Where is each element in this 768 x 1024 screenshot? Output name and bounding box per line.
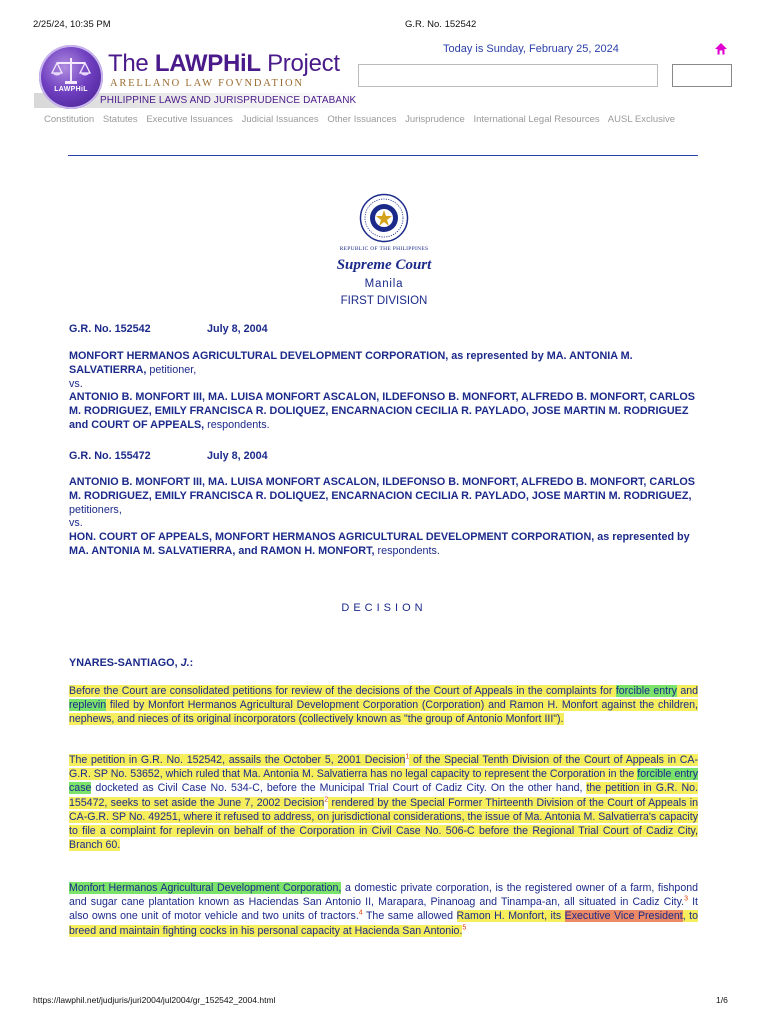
- nav-other-issuances[interactable]: Other Issuances: [327, 114, 397, 125]
- nav-judicial-issuances[interactable]: Judicial Issuances: [241, 114, 319, 125]
- logo-text: LAWPHiL: [54, 86, 88, 93]
- nav-jurisprudence[interactable]: Jurisprudence: [405, 114, 465, 125]
- case2-parties: ANTONIO B. MONFORT III, MA. LUISA MONFORT ASCALON, ILDEFONSO B. MONFORT, ALFREDO B. MONFORT, CARLOS M. RODRIGUEZ, EMILY FRANCISCA R. DOLIQUEZ, ENCARNACION CECILIA R. PAYLADO, JOSE MARTIN M. RODRIGUEZ, petitioners, vs. HON. COURT OF APPEALS, MONFORT HERMANOS AGRICULTURAL DEVELOPMENT CORPORATION, as represented by MA. ANTONIA M. SALVATIERRA, and RAMON H. MONFORT, respondents.: [69, 476, 695, 557]
- print-datetime: 2/25/24, 10:35 PM: [33, 19, 111, 30]
- court-division: FIRST DIVISION: [340, 295, 428, 307]
- print-page-number: 1/6: [716, 995, 728, 1005]
- search-button[interactable]: [672, 64, 732, 87]
- paragraph-2: The petition in G.R. No. 152542, assails the October 5, 2001 Decision$^1$ of the Special Tenth Division of the Court of Appeals in CA-G.R. SP No. 53652, which ruled that Ma. Antonia M. Salvatierra has no legal capacity to represent the Corporation in the forcible entry case docketed as Civil Case No. 534-C, before the Municipal Trial Court of Cadiz City. On the other hand, the petition in G.R. No. 155472, seeks to set aside the June 7, 2002 Decision$^2$ rendered by the Special Former Thirteenth Division of the Court of Appeals in CA-G.R. SP No. 49251, where it refused to address, on jurisdictional considerations, the issue of Ma. Antonia M. Salvatierra's capacity to file a complaint for replevin on behalf of the Corporation in Civil Case No. 506-C before the Regional Trial Court of Cadiz City, Branch 60.: [69, 753, 698, 852]
- highlight-executive-vice-president: Executive Vice President: [564, 910, 683, 923]
- case2-respondent: HON. COURT OF APPEALS, MONFORT HERMANOS AGRICULTURAL DEVELOPMENT CORPORATION, as represented by MA. ANTONIA M. SALVATIERRA, and RAMON H. MONFORT,: [69, 531, 690, 557]
- case2-date: July 8, 2004: [207, 450, 268, 462]
- paragraph-1: Before the Court are consolidated petitions for review of the decisions of the Court of Appeals in the complaints for forcible entry and replevin filed by Monfort Hermanos Agricultural Development Corporation (Corporation) and Ramon H. Monfort against the children, nephews, and nieces of its original incorporators (collectively known as "the group of Antonio Monfort III").: [69, 685, 698, 726]
- footnote-5-link[interactable]: 5: [462, 924, 467, 932]
- footnote-1-link[interactable]: 1: [405, 753, 410, 761]
- nav-ausl-exclusive[interactable]: AUSL Exclusive: [607, 114, 676, 125]
- ponente: YNARES-SANTIAGO, J.:: [69, 657, 194, 669]
- nav-constitution[interactable]: Constitution: [44, 114, 95, 125]
- header-divider: [68, 155, 698, 156]
- court-city: Manila: [364, 278, 404, 290]
- decision-heading: DECISION: [341, 602, 427, 614]
- case1-petitioner: MONFORT HERMANOS AGRICULTURAL DEVELOPMENT CORPORATION, as represented by MA. ANTONIA M. SALVATIERRA,: [69, 350, 633, 376]
- footnote-3-link[interactable]: 3: [684, 895, 688, 903]
- case2-gr: G.R. No. 155472 July 8, 2004: [69, 450, 268, 462]
- case1-parties: MONFORT HERMANOS AGRICULTURAL DEVELOPMENT CORPORATION, as represented by MA. ANTONIA M. SALVATIERRA, petitioner, vs. ANTONIO B. MONFORT III, MA. LUISA MONFORT ASCALON, ILDEFONSO B. MONFORT, ALFREDO B. MONFORT, CARLOS M. RODRIGUEZ, EMILY FRANCISCA R. DOLIQUEZ, ENCARNACION CECILIA R. PAYLADO, JOSE MARTIN M. RODRIGUEZ and COURT OF APPEALS, respondents.: [69, 350, 695, 431]
- today-date: Today is Sunday, February 25, 2024: [443, 43, 619, 55]
- foundation-name: ARELLANO LAW FOVNDATION: [110, 78, 304, 89]
- nav-executive-issuances[interactable]: Executive Issuances: [146, 114, 233, 125]
- supreme-court-seal-icon: [359, 193, 409, 243]
- scales-icon: [51, 55, 91, 87]
- home-icon[interactable]: [714, 42, 728, 56]
- highlight-forcible-entry-case: forcible entry case: [69, 768, 698, 795]
- case1-date: July 8, 2004: [207, 323, 268, 335]
- nav-statutes[interactable]: Statutes: [102, 114, 138, 125]
- print-url: https://lawphil.net/judjuris/juri2004/jul2004/gr_152542_2004.html: [33, 995, 276, 1005]
- highlight-replevin: replevin: [69, 699, 107, 712]
- highlight-corporation-name: Monfort Hermanos Agricultural Development Corporation,: [69, 882, 342, 894]
- site-brand[interactable]: The LAWPHiL Project: [108, 50, 340, 77]
- databank-label: PHILIPPINE LAWS AND JURISPRUDENCE DATABANK: [100, 95, 357, 106]
- search-input[interactable]: [358, 64, 658, 87]
- footnote-4-link[interactable]: 4: [358, 909, 363, 917]
- lawphil-logo[interactable]: [39, 45, 103, 109]
- case1-gr: G.R. No. 152542 July 8, 2004: [69, 323, 268, 335]
- nav-international-legal-resources[interactable]: International Legal Resources: [473, 114, 600, 125]
- highlight-forcible-entry: forcible entry: [615, 685, 677, 697]
- main-nav: [44, 114, 681, 125]
- case2-petitioner: ANTONIO B. MONFORT III, MA. LUISA MONFORT ASCALON, ILDEFONSO B. MONFORT, ALFREDO B. MONFORT, CARLOS M. RODRIGUEZ, EMILY FRANCISCA R. DOLIQUEZ, ENCARNACION CECILIA R. PAYLADO, JOSE MARTIN M. RODRIGUEZ,: [69, 476, 695, 502]
- case1-vs: vs.: [69, 377, 83, 390]
- footnote-2-link[interactable]: 2: [324, 796, 329, 804]
- paragraph-3: Monfort Hermanos Agricultural Development Corporation, a domestic private corporation, is the registered owner of a farm, fishpond and sugar cane plantation known as Haciendas San Antonio II, Marapara, Pinanoag and Tinampa-an, all situated in Cadiz City.$^3$ It also owns one unit of motor vehicle and two units of tractors.$^4$ The same allowed Ramon H. Monfort, its Executive Vice President, to breed and maintain fighting cocks in his personal capacity at Hacienda San Antonio.$^5$: [69, 882, 698, 937]
- case2-vs: vs.: [69, 517, 83, 530]
- print-title: G.R. No. 152542: [405, 19, 477, 30]
- case1-respondent: ANTONIO B. MONFORT III, MA. LUISA MONFORT ASCALON, ILDEFONSO B. MONFORT, ALFREDO B. MONFORT, CARLOS M. RODRIGUEZ, EMILY FRANCISCA R. DOLIQUEZ, ENCARNACION CECILIA R. PAYLADO, JOSE MARTIN M. RODRIGUEZ and COURT OF APPEALS,: [69, 391, 695, 431]
- court-name: Supreme Court: [336, 257, 432, 273]
- republic-label: REPUBLIC OF THE PHILIPPINES: [339, 246, 429, 252]
